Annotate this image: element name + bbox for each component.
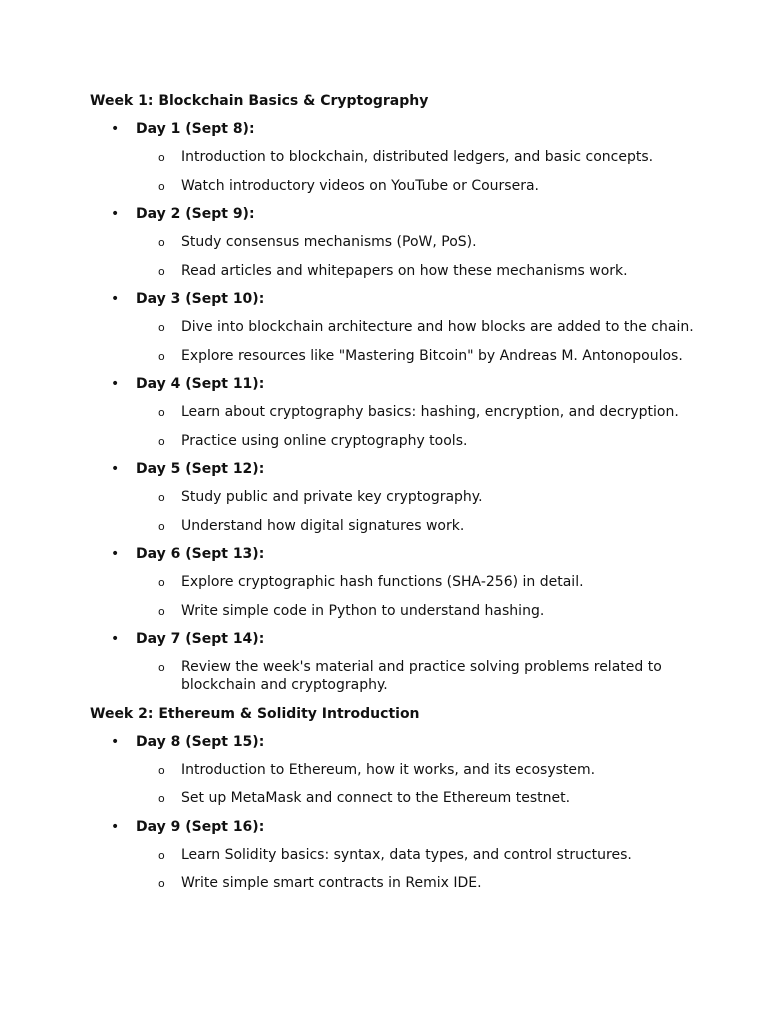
circle-bullet-icon: o bbox=[158, 763, 165, 777]
task-text: Practice using online cryptography tools. bbox=[181, 432, 468, 449]
bullet-icon: • bbox=[111, 546, 120, 562]
task-list bbox=[90, 761, 700, 808]
day-row bbox=[90, 120, 700, 138]
bullet-icon: • bbox=[111, 818, 120, 835]
circle-bullet-icon: o bbox=[158, 848, 165, 862]
circle-bullet-icon: o bbox=[158, 349, 165, 363]
task-item bbox=[90, 177, 700, 195]
task-list bbox=[90, 658, 700, 694]
task-text: Introduction to blockchain, distributed ledgers, and basic concepts. bbox=[181, 149, 654, 165]
day-label: Day 4 (Sept 11): bbox=[136, 376, 265, 392]
circle-bullet-icon: o bbox=[158, 661, 165, 674]
circle-bullet-icon: o bbox=[158, 321, 165, 334]
day-label: Day 7 (Sept 14): bbox=[136, 631, 265, 647]
task-item bbox=[90, 347, 700, 365]
document-body bbox=[90, 92, 700, 903]
task-item bbox=[90, 318, 700, 336]
bullet-icon: • bbox=[111, 206, 120, 222]
day-item bbox=[90, 460, 700, 535]
task-item bbox=[90, 573, 700, 591]
day-list bbox=[90, 120, 700, 694]
day-row bbox=[90, 375, 700, 393]
task-item bbox=[90, 517, 700, 535]
task-item bbox=[90, 432, 700, 450]
circle-bullet-icon: o bbox=[158, 491, 165, 504]
day-row bbox=[90, 290, 700, 308]
task-list bbox=[90, 846, 700, 893]
task-text: Understand how digital signatures work. bbox=[181, 517, 465, 534]
day-label: Day 3 (Sept 10): bbox=[136, 291, 265, 307]
circle-bullet-icon: o bbox=[158, 576, 165, 589]
task-list bbox=[90, 573, 700, 620]
task-item bbox=[90, 488, 700, 506]
task-list bbox=[90, 488, 700, 535]
bullet-icon: • bbox=[111, 733, 120, 750]
task-item bbox=[90, 789, 700, 807]
task-item bbox=[90, 658, 700, 694]
day-item bbox=[90, 290, 700, 365]
day-row bbox=[90, 545, 700, 563]
week-heading: Week 2: Ethereum & Solidity Introduction bbox=[90, 705, 420, 722]
day-list bbox=[90, 733, 700, 893]
task-item bbox=[90, 874, 700, 892]
day-item bbox=[90, 818, 700, 893]
day-label: Day 6 (Sept 13): bbox=[136, 546, 265, 562]
circle-bullet-icon: o bbox=[158, 236, 165, 249]
circle-bullet-icon: o bbox=[158, 434, 165, 448]
task-text: Explore resources like "Mastering Bitcoin" by Andreas M. Antonopoulos. bbox=[181, 347, 683, 364]
task-item bbox=[90, 846, 700, 864]
task-text: Dive into blockchain architecture and how blocks are added to the chain. bbox=[181, 319, 694, 335]
bullet-icon: • bbox=[111, 291, 120, 307]
day-label: Day 9 (Sept 16): bbox=[136, 818, 265, 835]
circle-bullet-icon: o bbox=[158, 264, 165, 278]
week-section bbox=[90, 705, 700, 893]
task-item bbox=[90, 262, 700, 280]
circle-bullet-icon: o bbox=[158, 519, 165, 533]
week-section bbox=[90, 92, 700, 694]
day-row bbox=[90, 630, 700, 648]
task-text: Learn Solidity basics: syntax, data types, and control structures. bbox=[181, 846, 632, 863]
task-text: Study consensus mechanisms (PoW, PoS). bbox=[181, 234, 477, 250]
day-row bbox=[90, 205, 700, 223]
day-label: Day 1 (Sept 8): bbox=[136, 121, 255, 137]
circle-bullet-icon: o bbox=[158, 792, 165, 805]
task-text: Introduction to Ethereum, how it works, and its ecosystem. bbox=[181, 761, 596, 778]
task-text: Write simple code in Python to understand hashing. bbox=[181, 602, 545, 619]
day-row bbox=[90, 733, 700, 751]
day-item bbox=[90, 205, 700, 280]
week-heading: Week 1: Blockchain Basics & Cryptography bbox=[90, 93, 429, 109]
bullet-icon: • bbox=[111, 461, 120, 477]
task-item bbox=[90, 148, 700, 166]
task-text: Explore cryptographic hash functions (SHA-256) in detail. bbox=[181, 574, 584, 590]
day-label: Day 5 (Sept 12): bbox=[136, 461, 265, 477]
task-item bbox=[90, 602, 700, 620]
bullet-icon: • bbox=[111, 631, 120, 647]
task-list bbox=[90, 148, 700, 195]
task-text: Watch introductory videos on YouTube or Coursera. bbox=[181, 177, 539, 194]
day-label: Day 8 (Sept 15): bbox=[136, 733, 265, 750]
day-label: Day 2 (Sept 9): bbox=[136, 206, 255, 222]
circle-bullet-icon: o bbox=[158, 877, 165, 890]
day-row bbox=[90, 818, 700, 836]
task-text: Write simple smart contracts in Remix IDE. bbox=[181, 875, 482, 891]
circle-bullet-icon: o bbox=[158, 179, 165, 193]
task-text: Read articles and whitepapers on how these mechanisms work. bbox=[181, 262, 628, 279]
task-list bbox=[90, 233, 700, 280]
task-text: Review the week's material and practice solving problems related to blockchain and cryptography. bbox=[181, 659, 662, 693]
day-row bbox=[90, 460, 700, 478]
task-item bbox=[90, 761, 700, 779]
task-text: Learn about cryptography basics: hashing, encryption, and decryption. bbox=[181, 404, 679, 420]
bullet-icon: • bbox=[111, 121, 120, 137]
day-item bbox=[90, 120, 700, 195]
day-item bbox=[90, 733, 700, 808]
task-item bbox=[90, 403, 700, 421]
task-list bbox=[90, 318, 700, 365]
circle-bullet-icon: o bbox=[158, 151, 165, 164]
task-item bbox=[90, 233, 700, 251]
circle-bullet-icon: o bbox=[158, 406, 165, 419]
task-text: Study public and private key cryptography. bbox=[181, 489, 483, 505]
day-item bbox=[90, 375, 700, 450]
day-item bbox=[90, 545, 700, 620]
day-item bbox=[90, 630, 700, 694]
bullet-icon: • bbox=[111, 376, 120, 392]
task-text: Set up MetaMask and connect to the Ethereum testnet. bbox=[181, 790, 571, 806]
circle-bullet-icon: o bbox=[158, 604, 165, 618]
task-list bbox=[90, 403, 700, 450]
